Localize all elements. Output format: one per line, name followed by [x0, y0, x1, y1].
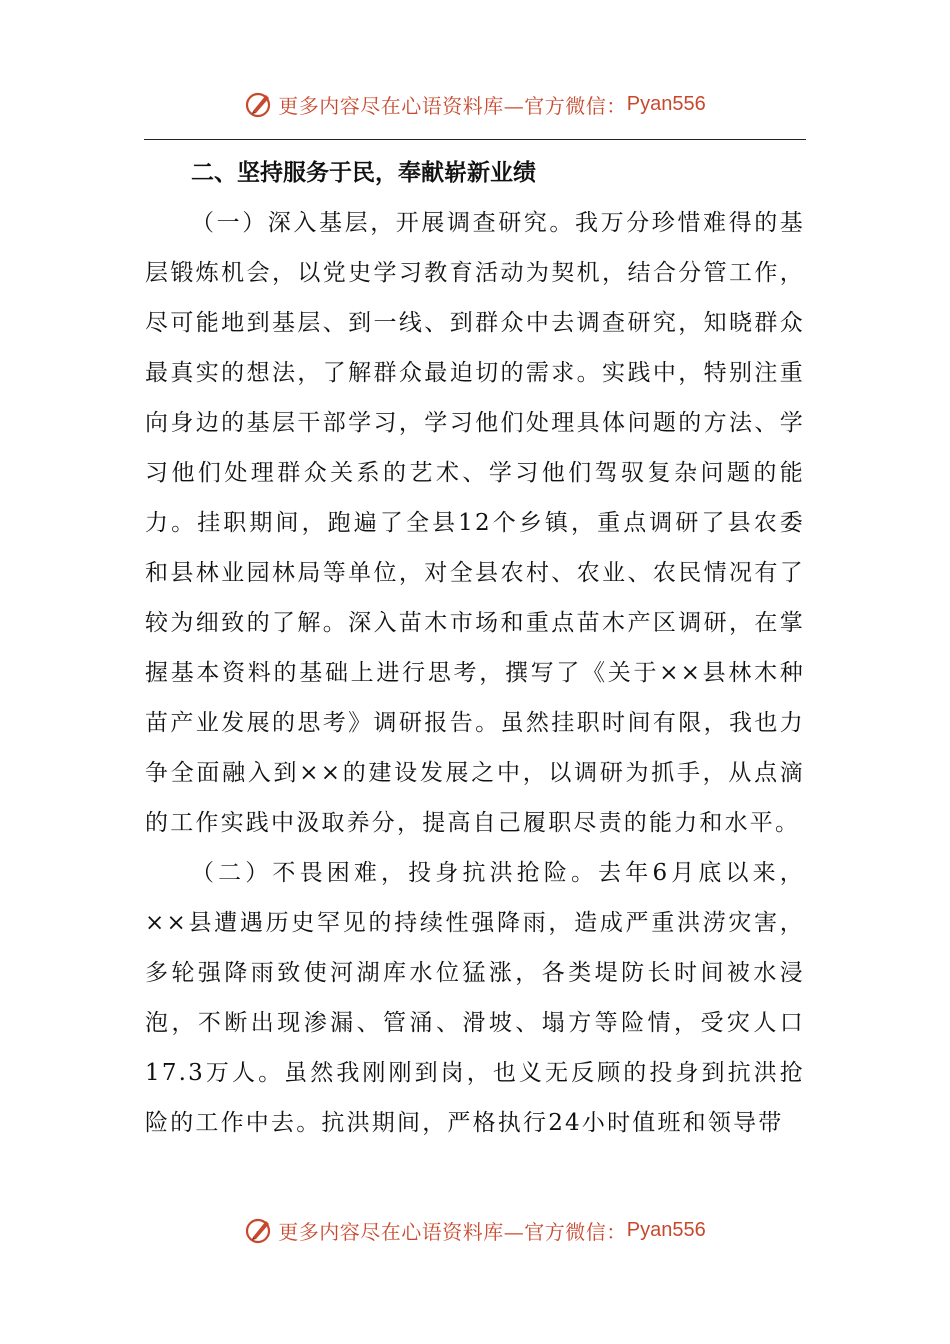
watermark-wechat-id: Pyan556 [626, 1218, 706, 1241]
header-divider [144, 139, 806, 140]
watermark-banner-top [0, 84, 950, 124]
document-body [145, 148, 805, 1148]
pen-logo-icon [244, 1215, 274, 1245]
watermark-brand-text: 更多内容尽在心语资料库—官方微信： [278, 93, 627, 118]
paragraph: （二）不畏困难，投身抗洪抢险。去年6月底以来，××县遭遇历史罕见的持续性强降雨，造成严重洪涝灾害，多轮强降雨致使河湖库水位猛涨，各类堤防长时间被水浸泡，不断出现渗漏、管涌、滑坡、塌方等险情，受灾人口17.3万人。虽然我刚刚到岗，也义无反顾的投身到抗洪抢险的工作中去。抗洪期间，严格执行24小时值班和领导带 [145, 860, 805, 1136]
pen-logo-icon [244, 89, 274, 119]
paragraph: （一）深入基层，开展调查研究。我万分珍惜难得的基层锻炼机会，以党史学习教育活动为契机，结合分管工作，尽可能地到基层、到一线、到群众中去调查研究，知晓群众最真实的想法，了解群众最迫切的需求。实践中，特别注重向身边的基层干部学习，学习他们处理具体问题的方法、学习他们处理群众关系的艺术、学习他们驾驭复杂问题的能力。挂职期间，跑遍了全县12个乡镇，重点调研了县农委和县林业园林局等单位，对全县农村、农业、农民情况有了较为细致的了解。深入苗木市场和重点苗木产区调研，在掌握基本资料的基础上进行思考，撰写了《关于××县林木种苗产业发展的思考》调研报告。虽然挂职时间有限，我也力争全面融入到××的建设发展之中，以调研为抓手，从点滴的工作实践中汲取养分，提高自己履职尽责的能力和水平。 [145, 210, 805, 836]
watermark-banner-bottom [0, 1210, 950, 1250]
watermark-wechat-id: Pyan556 [626, 92, 706, 115]
watermark-brand-text: 更多内容尽在心语资料库—官方微信： [278, 1219, 627, 1244]
section-heading: 二、坚持服务于民，奉献崭新业绩 [191, 160, 536, 186]
